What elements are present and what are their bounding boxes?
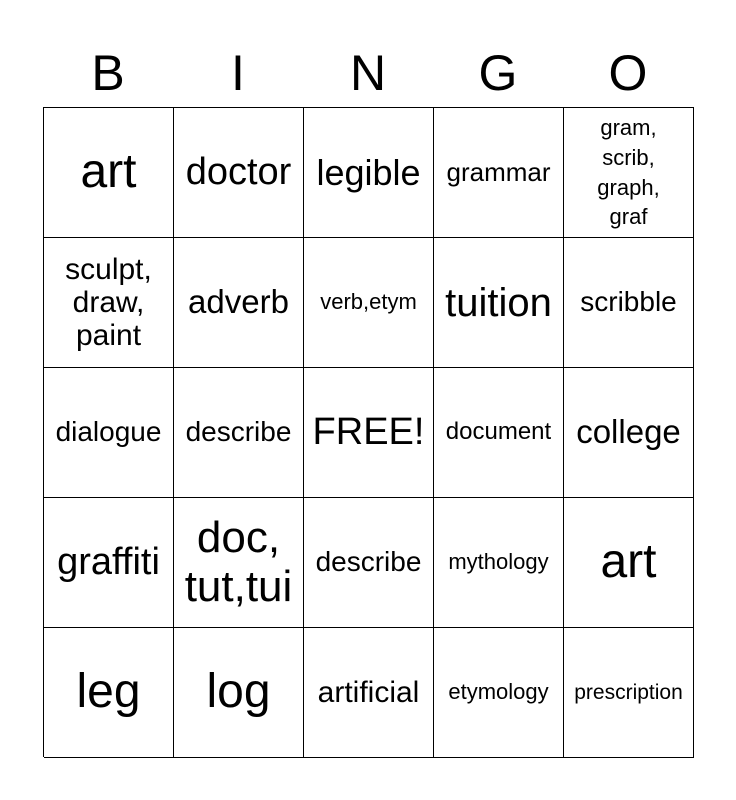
bingo-cell[interactable] [304,108,434,238]
header-letter-o: O [608,45,648,101]
bingo-header [43,42,693,104]
header-letter-b: B [91,45,125,101]
bingo-cell[interactable] [174,238,304,368]
bingo-cell[interactable] [304,628,434,758]
header-letter-g: G [478,45,518,101]
bingo-cell[interactable] [564,368,694,498]
bingo-cell[interactable] [434,368,564,498]
cell-text: tuition [445,280,552,325]
cell-text: graffiti [57,540,160,583]
bingo-cell[interactable] [44,238,174,368]
cell-text: etymology [448,679,549,705]
cell-text: art [80,145,137,199]
cell-text: doctor [185,150,292,193]
bingo-cell[interactable] [44,498,174,628]
cell-text: grammar [446,157,551,188]
free-space-cell[interactable] [304,368,434,498]
cell-text: art [600,535,657,589]
bingo-cell[interactable] [174,108,304,238]
cell-text: legible [316,151,421,193]
cell-text: doc, tut,tui [184,513,293,611]
bingo-cell[interactable] [44,368,174,498]
cell-text: college [576,413,681,451]
header-letter-i: I [231,45,245,101]
bingo-cell[interactable] [434,238,564,368]
bingo-cell[interactable] [434,108,564,238]
bingo-cell[interactable] [304,238,434,368]
cell-text: verb,etym [320,289,417,315]
bingo-cell[interactable] [434,498,564,628]
free-space-text: FREE! [312,410,425,453]
cell-text: artificial [317,676,420,709]
cell-text: adverb [188,283,289,321]
cell-text: gram, scrib, graph, graf [597,115,660,230]
bingo-cell[interactable] [564,628,694,758]
bingo-card [43,107,694,757]
bingo-cell[interactable] [44,108,174,238]
cell-text: sculpt, draw, paint [65,253,152,352]
bingo-cell[interactable] [304,498,434,628]
cell-text: describe [185,416,292,448]
bingo-cell[interactable] [434,628,564,758]
bingo-cell[interactable] [44,628,174,758]
bingo-cell[interactable] [564,238,694,368]
bingo-cell[interactable] [564,498,694,628]
cell-text: log [206,665,271,719]
bingo-cell[interactable] [564,108,694,238]
cell-text: leg [76,665,141,719]
cell-text: dialogue [55,416,162,448]
header-letter-n: N [349,45,387,101]
bingo-cell[interactable] [174,498,304,628]
cell-text: prescription [574,680,683,704]
cell-text: scribble [580,286,677,318]
cell-text: describe [315,546,422,578]
bingo-cell[interactable] [174,628,304,758]
cell-text: mythology [448,549,549,575]
bingo-cell[interactable] [174,368,304,498]
cell-text: document [445,418,552,446]
